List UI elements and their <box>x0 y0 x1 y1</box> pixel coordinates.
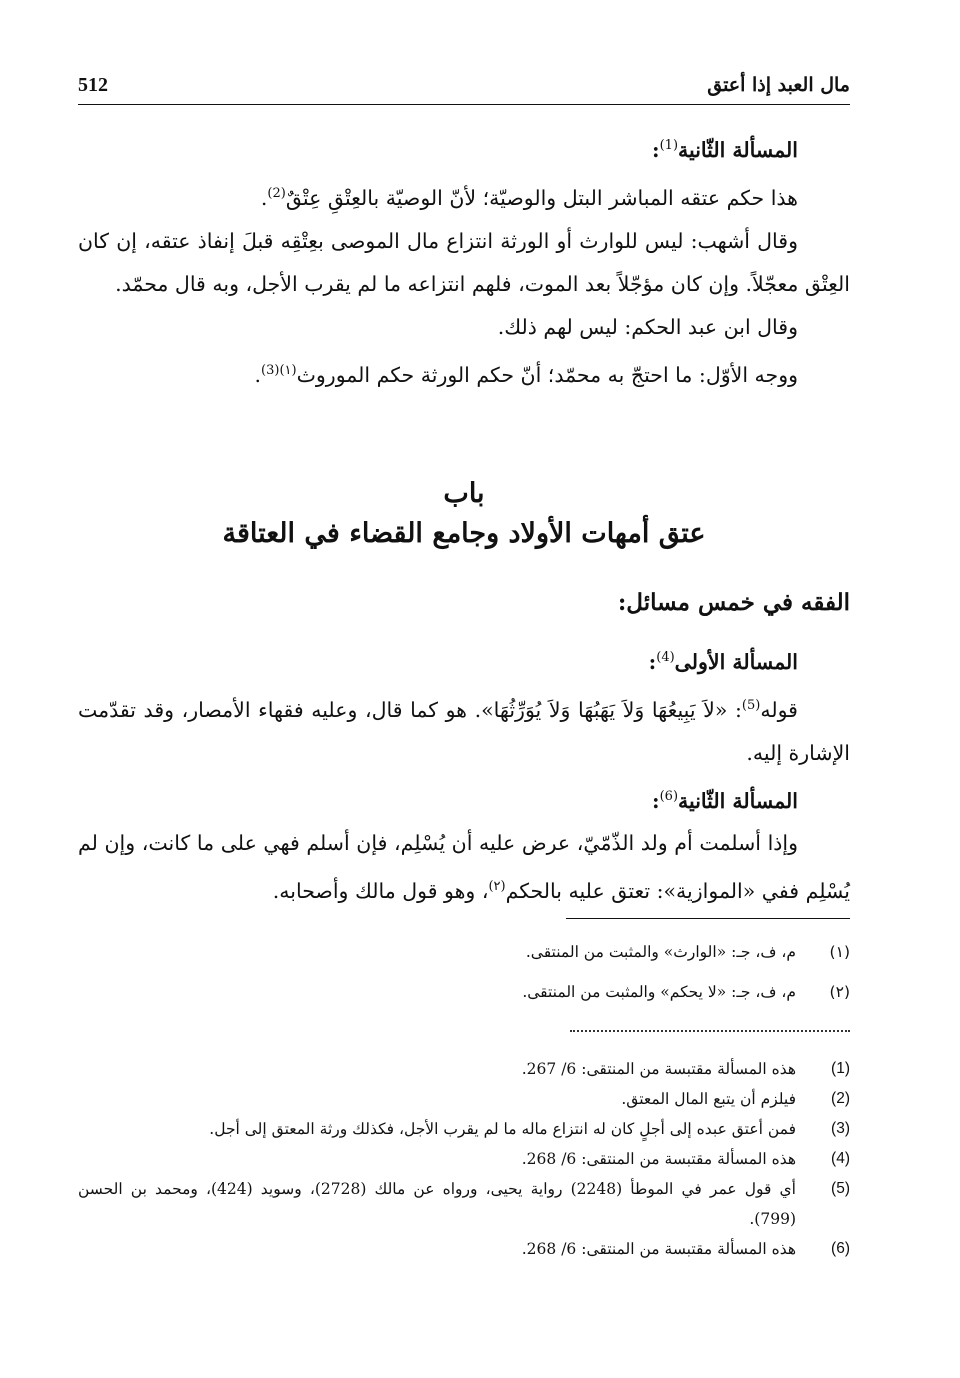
footnote-ref: (2) <box>267 185 286 201</box>
footnote-ref: (5) <box>741 697 761 713</box>
paragraph: وقال أشهب: ليس للوارث أو الورثة انتزاع مال الموصى بعِتْقِه قبلَ إنفاذ عتقه، إن كان العِتْق معجّلاً. وإن كان مؤجّلاً بعد الموت، فلهم انتزاعه ما لم يقرب الأجل، وبه قال محمّد. <box>78 228 850 296</box>
paragraph: وإذا أسلمت أم ولد الذّمّيّ، عرض عليه أن يُسْلِم، فإن أسلم فهي على ما كانت، وإن لم يُسْلِم ففي «الموازية»: تعتق عليه بالحكم$^{(٢)}$، وهو قول مالك وأصحابه. <box>78 831 850 904</box>
paragraph: قوله$^{(5)}$: «لاَ يَبِيعُهَا وَلاَ يَهَبُهَا وَلاَ يُوَرِّثُهَا». هو كما قال، وعليه فقهاء الأمصار، وقد تقدّمت الإشارة إليه. <box>78 697 850 765</box>
running-title: مال العبد إذا أعتق <box>707 74 850 96</box>
chapter-title: عتق أمهات الأولاد وجامع القضاء في العتاقة <box>222 518 706 549</box>
masala-heading: المسألة الأولى$^{(4)}$: <box>648 649 798 674</box>
footnote-ref: (4) <box>656 650 675 665</box>
footnote: (3) فمن أعتق عبده إلى أجلٍ كان له انتزاع ماله ما لم يقرب الأجل، فكذلك ورثة المعتق إلى أجل. <box>209 1120 850 1138</box>
variant-note: (٢) م، ف، جـ: «لا يحكم» والمثبت من المنتقى. <box>522 983 850 1001</box>
page-header <box>78 70 850 105</box>
paragraph: وقال ابن عبد الحكم: ليس لهم ذلك. <box>497 314 798 339</box>
variant-note: (١) م، ف، جـ: «الوارث» والمثبت من المنتقى. <box>525 943 850 961</box>
footnote: (6) هذه المسألة مقتبسة من المنتقى: 6/ 268. <box>521 1240 850 1258</box>
variant-notes <box>78 932 850 1012</box>
footnote-divider <box>566 918 850 919</box>
masala-heading: المسألة الثّانية$^{(6)}$: <box>652 788 798 813</box>
section-two <box>78 636 850 913</box>
footnote: (2) فيلزم أن يتبع المال المعتق. <box>621 1090 850 1108</box>
footnote-ref: (١)(3) <box>261 362 297 378</box>
footnote-ref: (6) <box>659 788 679 804</box>
footnote: (4) هذه المسألة مقتبسة من المنتقى: 6/ 268. <box>521 1150 850 1168</box>
footnote-ref: (1) <box>659 138 679 153</box>
fiqh-heading: الفقه في خمس مسائل: <box>617 589 850 616</box>
page-number: 512 <box>78 74 108 96</box>
paragraph: هذا حكم عتقه المباشر البتل والوصيّة؛ لأنّ الوصيّة بالعِتْقِ عِتْقٌ$^{(2)}$. <box>260 185 798 210</box>
footnote: (5) أي قول عمر في الموطأ (2248) رواية يحيى، ورواه عن مالك (2728)، وسويد (424)، ومحمد بن الحسن (799). <box>78 1180 850 1228</box>
dotted-divider <box>570 1030 850 1032</box>
footnote: (1) هذه المسألة مقتبسة من المنتقى: 6/ 267. <box>521 1060 850 1078</box>
section-one <box>78 124 850 396</box>
footnotes <box>78 1054 850 1264</box>
chapter-label: باب <box>443 478 485 509</box>
paragraph: ووجه الأوّل: ما احتجّ به محمّد؛ أنّ حكم الورثة حكم الموروث$^{(١)(3)}$. <box>254 362 798 387</box>
masala-heading: المسألة الثّانية$^{(1)}$: <box>652 137 798 162</box>
footnote-ref: (٢) <box>488 879 506 895</box>
